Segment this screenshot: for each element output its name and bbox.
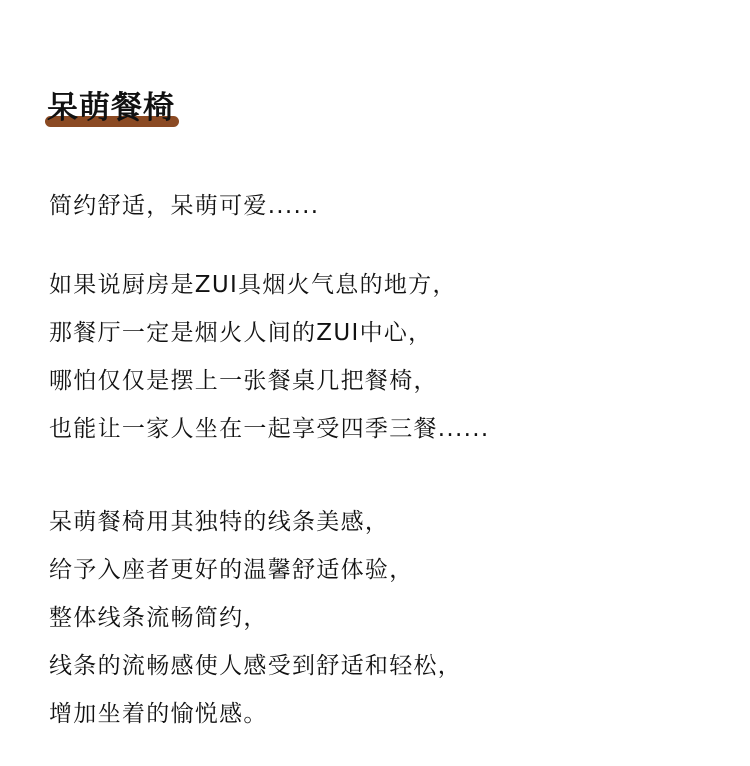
paragraph-2-line: 整体线条流畅简约， [49,605,268,631]
paragraph-1-line: 那餐厅一定是烟火人间的ZUI中心， [49,320,433,346]
paragraph-1 [49,261,489,453]
paragraph-1-line: 也能让一家人坐在一起享受四季三餐...... [49,416,490,442]
paragraph-2-line: 呆萌餐椅用其独特的线条美感， [49,509,390,535]
title-block [47,88,175,128]
tagline-block [49,182,319,230]
page-title: 呆萌餐椅 [47,90,175,126]
paragraph-2-line: 增加坐着的愉悦感。 [49,701,268,727]
paragraph-2-line: 线条的流畅感使人感受到舒适和轻松， [49,653,463,679]
paragraph-2-line: 给予入座者更好的温馨舒适体验， [49,557,414,583]
paragraph-2 [49,498,462,738]
paragraph-1-line: 哪怕仅仅是摆上一张餐桌几把餐椅， [49,368,438,394]
paragraph-1-line: 如果说厨房是ZUI具烟火气息的地方， [49,272,457,298]
tagline: 简约舒适，呆萌可爱...... [49,193,320,219]
